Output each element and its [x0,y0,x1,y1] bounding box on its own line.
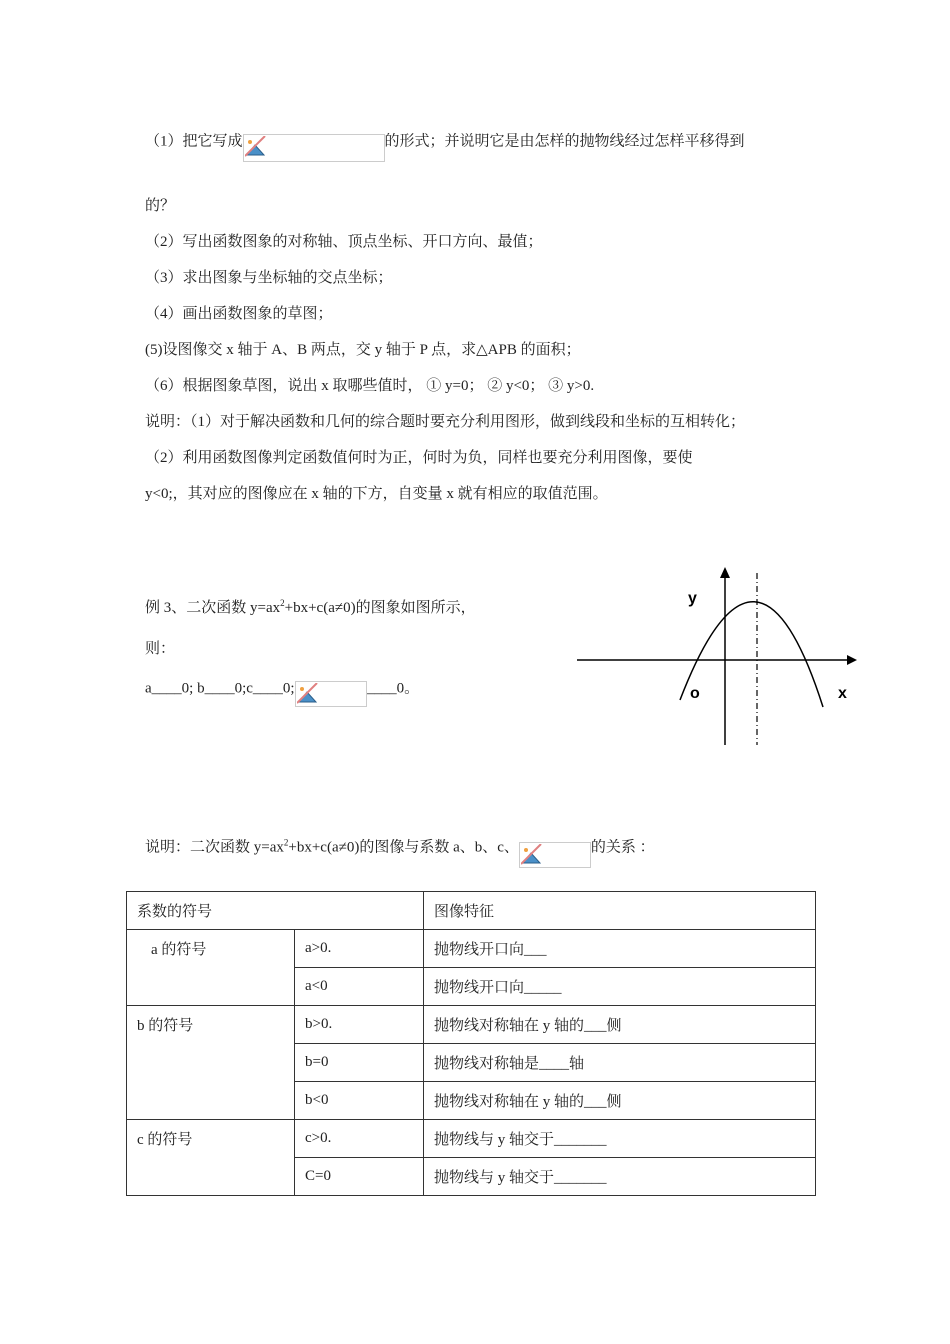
example-3-then: 则： [145,641,176,657]
note-2: （2）利用函数图像判定函数值何时为正，何时为负，同样也要充分利用图像，要使 [145,450,693,466]
table-header-row: 系数的符号 图像特征 [127,892,816,930]
question-1: （1）把它写成 的形式；并说明它是由怎样的抛物线经过怎样平移得到 [145,128,745,156]
question-6: （6）根据图象草图，说出 x 取哪些值时， ① y=0； ② y<0； ③ y>0. [145,378,595,394]
x-axis-arrow-icon [847,655,857,665]
origin-label: o [690,685,700,702]
table-row: a<0 抛物线开口向_____ [127,968,816,1006]
y-axis-arrow-icon [720,567,730,578]
table-row: b<0 抛物线对称轴在 y 轴的___侧 [127,1082,816,1120]
question-2: （2）写出函数图象的对称轴、顶点坐标、开口方向、最值； [145,234,543,250]
coefficient-table [126,891,816,1196]
note-1: 说明：（1）对于解决函数和几何的综合题时要充分利用图形，做到线段和坐标的互相转化； [145,414,746,430]
table-row: C=0 抛物线与 y 轴交于_______ [127,1158,816,1196]
question-5: (5)设图像交 x 轴于 A、B 两点，交 y 轴于 P 点，求△APB 的面积； [145,342,581,358]
table-row: c 的符号 c>0. 抛物线与 y 轴交于_______ [127,1120,816,1158]
broken-image-icon [519,842,591,868]
example-3: 例 3、二次函数 $y=ax^2+bx+c(a\ne 0)$的图象如图所示， [145,598,476,616]
parabola-curve [680,602,823,707]
table-row: a 的符号 a>0. 抛物线开口向___ [127,930,816,968]
explanation: 说明：二次函数 $y=ax^2+bx+c(a\ne 0)$的图像与系数 a、b、c、 的关系 ： [145,835,655,861]
table-row: b=0 抛物线对称轴是____轴 [127,1044,816,1082]
question-4: （4）画出函数图象的草图； [145,306,333,322]
note-3: y<0;，其对应的图像应在 x 轴的下方，自变量 x 就有相应的取值范围。 [145,486,608,502]
y-label: y [688,590,697,607]
x-label: x [838,685,847,702]
table-row: b 的符号 b>0. 抛物线对称轴在 y 轴的___侧 [127,1006,816,1044]
question-1-end: 的？ [145,198,176,214]
example-3-blanks: a____0; b____0;c____0; ____0。 [145,676,419,702]
question-3: （3）求出图象与坐标轴的交点坐标； [145,270,393,286]
